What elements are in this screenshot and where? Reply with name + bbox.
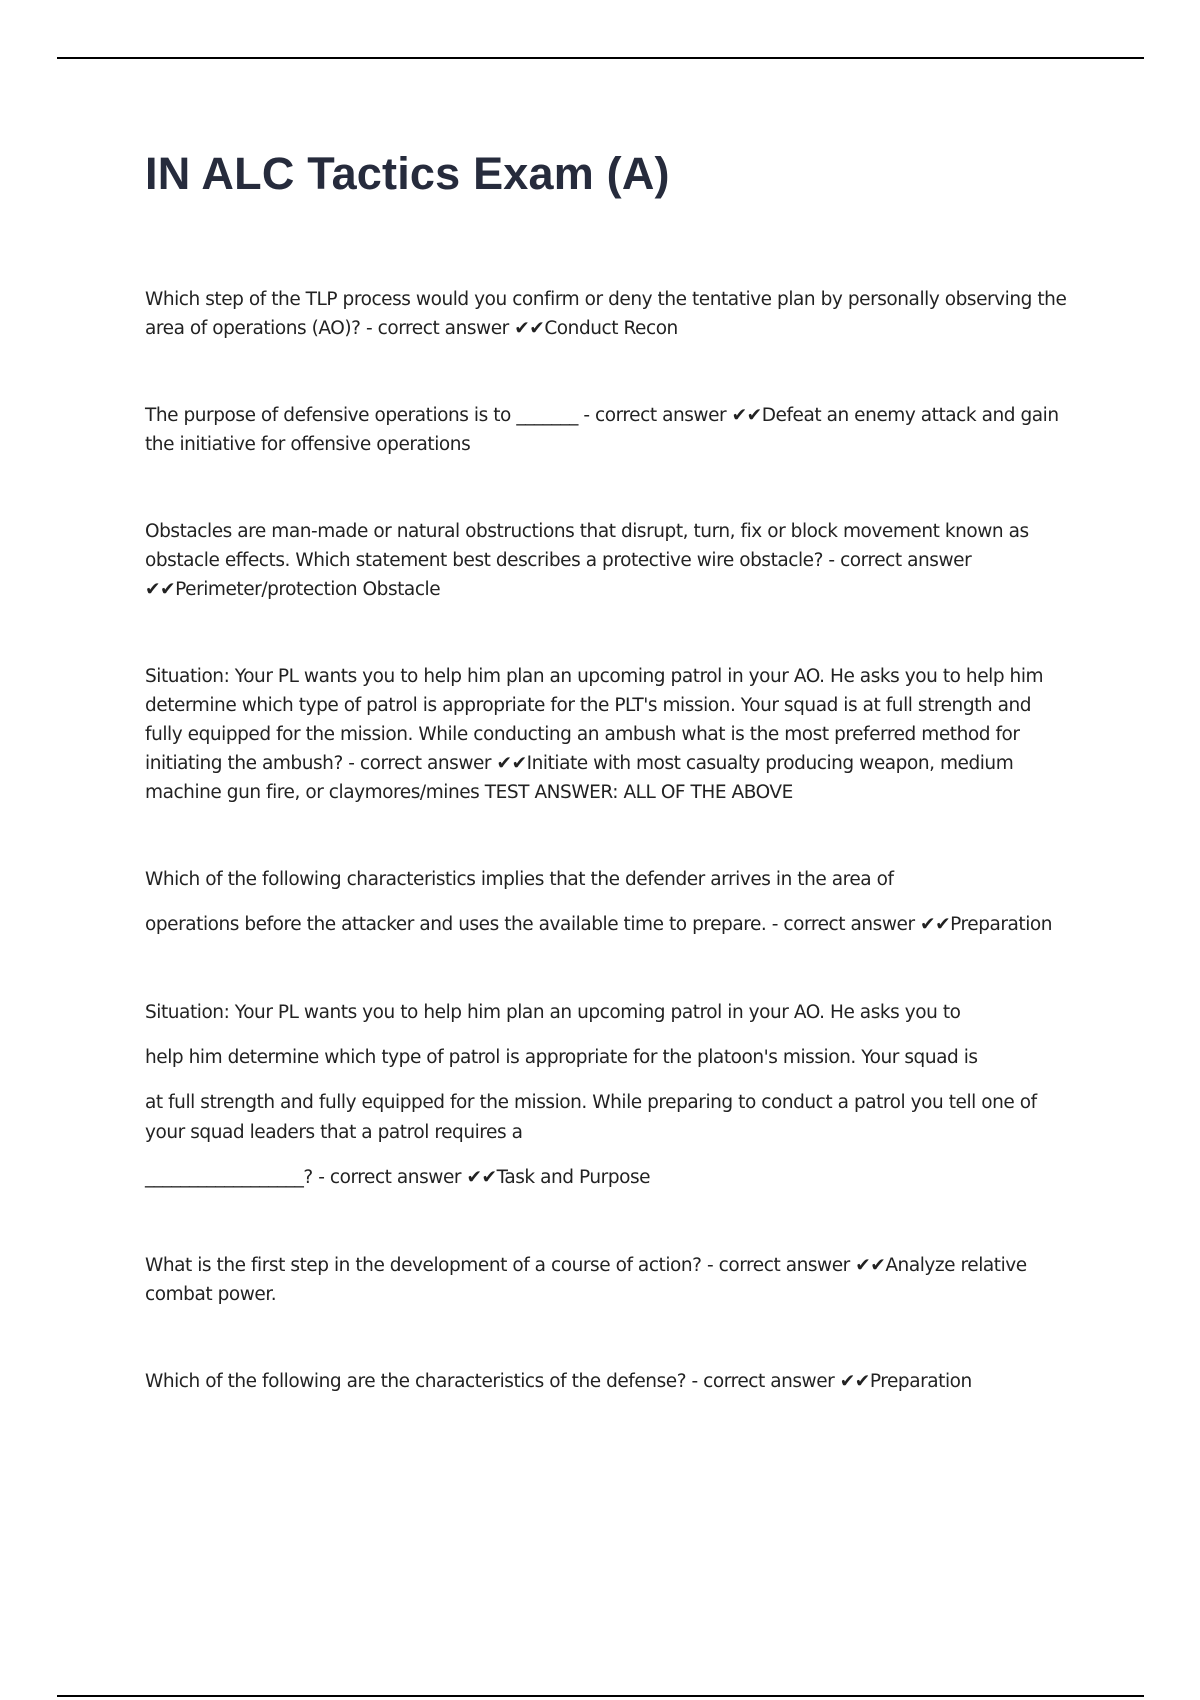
top-rule <box>57 57 1144 59</box>
qa-text-line: What is the first step in the development of a course of action? - correct answer ✔✔Analyze relative <box>145 1255 1027 1276</box>
qa-text-line: obstacle effects. Which statement best describes a protective wire obstacle? - correct answer <box>145 550 972 571</box>
qa-text-line: The purpose of defensive operations is to _______ - correct answer ✔✔Defeat an enemy attack and gain <box>145 405 1059 426</box>
qa-item <box>145 998 1090 1193</box>
qa-text-line: fully equipped for the mission. While conducting an ambush what is the most preferred method for <box>145 724 1020 745</box>
qa-text-line: help him determine which type of patrol is appropriate for the platoon's mission. Your squad is <box>145 1047 978 1068</box>
qa-text-line: Which of the following are the characteristics of the defense? - correct answer ✔✔Preparation <box>145 1371 972 1392</box>
qa-text-line: the initiative for offensive operations <box>145 434 471 455</box>
document-body <box>145 140 1090 1454</box>
qa-text-line: ✔✔Perimeter/protection Obstacle <box>145 579 441 600</box>
qa-list <box>145 285 1090 1396</box>
qa-item <box>145 865 1090 940</box>
qa-text-line: Situation: Your PL wants you to help him plan an upcoming patrol in your AO. He asks you to <box>145 1002 961 1023</box>
qa-item <box>145 1367 1090 1396</box>
qa-text-line: __________________? - correct answer ✔✔Task and Purpose <box>145 1167 651 1188</box>
qa-text-line: combat power. <box>145 1284 277 1305</box>
qa-text-line: Situation: Your PL wants you to help him plan an upcoming patrol in your AO. He asks you to help him <box>145 666 1044 687</box>
qa-text-line: Obstacles are man-made or natural obstructions that disrupt, turn, fix or block movement known as <box>145 521 1029 542</box>
qa-text-line: your squad leaders that a patrol requires a <box>145 1122 523 1143</box>
qa-text-line: operations before the attacker and uses the available time to prepare. - correct answer ✔✔Preparation <box>145 914 1053 935</box>
qa-text-line: machine gun fire, or claymores/mines TEST ANSWER: ALL OF THE ABOVE <box>145 782 793 803</box>
qa-item <box>145 1251 1090 1309</box>
qa-text-line: initiating the ambush? - correct answer ✔✔Initiate with most casualty producing weapon, medium <box>145 753 1014 774</box>
qa-text-line: determine which type of patrol is appropriate for the PLT's mission. Your squad is at full strength and <box>145 695 1032 716</box>
qa-item <box>145 517 1090 604</box>
qa-text-line: at full strength and fully equipped for the mission. While preparing to conduct a patrol you tell one of <box>145 1092 1037 1113</box>
document-title: IN ALC Tactics Exam (A) <box>145 148 670 199</box>
qa-text-line: Which of the following characteristics implies that the defender arrives in the area of <box>145 869 894 890</box>
qa-item <box>145 401 1090 459</box>
qa-text-line: Which step of the TLP process would you confirm or deny the tentative plan by personally observing the <box>145 289 1067 310</box>
qa-text-line: area of operations (AO)? - correct answer ✔✔Conduct Recon <box>145 318 678 339</box>
qa-item <box>145 662 1090 807</box>
qa-item <box>145 285 1090 343</box>
bottom-rule <box>57 1695 1144 1697</box>
